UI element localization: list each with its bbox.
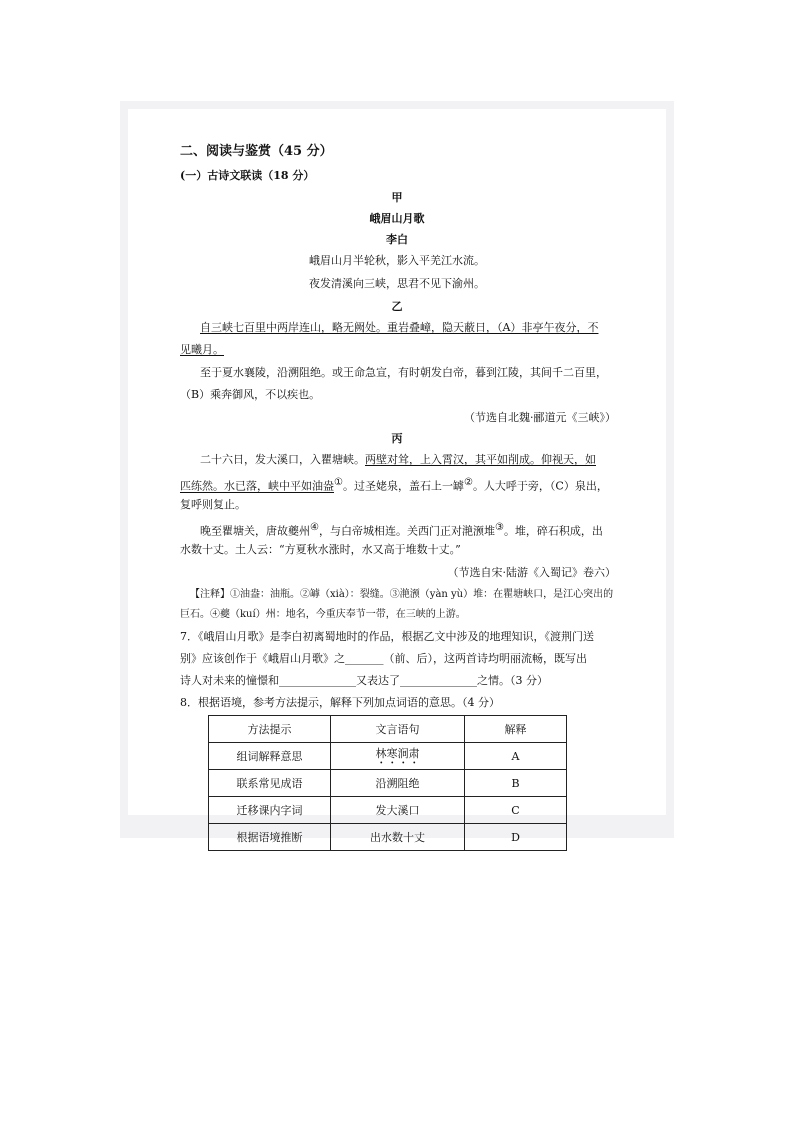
bing-paragraph-2-line-2: 水数十丈。土人云：“方夏秋水涨时，水又高于堆数十丈。”	[180, 543, 461, 556]
bing-paragraph-2-line-1	[200, 521, 603, 539]
footnote-marker: ④	[310, 522, 319, 533]
yi-paragraph-2-line-1: 至于夏水襄陵，沿溯阻绝。或王命急宣，有时朝发白帝，暮到江陵，其间千二百里，	[200, 366, 607, 379]
bing-underlined-text: 两壁对耸，上入霄汉，其平如削成。仰视天，如	[365, 453, 596, 466]
footnote-marker: ①	[334, 477, 343, 488]
bing-paragraph-1-line-2	[180, 476, 608, 494]
annotation-line-1: 【注释】①油盎：油瓶。②罅（xià）：裂缝。③滟滪（yàn yù）堆：在瞿塘峡口，是江心突出的	[190, 589, 614, 600]
footnote-marker: ③	[494, 522, 504, 533]
bing-source: （节选自宋·陆游《入蜀记》卷六）	[447, 566, 616, 579]
poem-author: 李白	[386, 233, 408, 246]
yi-label: 乙	[391, 300, 403, 313]
table-header-row	[209, 716, 567, 743]
method-cell: 迁移课内字词	[209, 797, 331, 824]
scanned-sheet	[120, 101, 674, 844]
question-7-line-2: 别》应该创作于《峨眉山月歌》之_______（前、后），这两首诗均明丽流畅，既写出	[180, 652, 587, 665]
annotation-line-2: 巨石。④夔（kuí）州：地名，今重庆奉节一带，在三峡的上游。	[180, 609, 466, 620]
section-title: 二、阅读与鉴赏（45 分）	[180, 144, 333, 159]
table-row	[209, 743, 567, 770]
question-8-line-1: 8．根据语境，参考方法提示，解释下列加点词语的意思。（4 分）	[180, 696, 500, 709]
subsection-title: (一）古诗文联读（18 分）	[180, 169, 315, 182]
bing-text: ，与白帝城相连。关西门正对滟滪堆	[318, 524, 495, 538]
method-cell: 组词解释意思	[209, 743, 331, 770]
bing-text: 。人大呼于旁，（C）泉出，	[472, 479, 608, 493]
answer-cell: C	[465, 797, 567, 824]
method-cell: 联系常见成语	[209, 770, 331, 797]
bing-text: 。过圣姥泉，盖石上一罅	[342, 479, 464, 493]
method-cell: 根据语境推断	[209, 824, 331, 851]
yi-paragraph-1-line-2: 见曦月。	[180, 343, 224, 356]
header-phrase: 文言语句	[331, 716, 465, 743]
table-row	[209, 797, 567, 824]
question-7-line-1: 7．《峨眉山月歌》是李白初离蜀地时的作品，根据乙文中涉及的地理知识，《渡荆门送	[180, 630, 594, 643]
exam-page	[128, 109, 666, 844]
poem-line-1: 峨眉山月半轮秋，影入平羌江水流。	[309, 254, 485, 267]
bing-underlined-text: 匹练然。水已落，峡中平如油盎	[180, 479, 334, 493]
phrase-cell: 沿溯阻绝	[331, 770, 465, 797]
bing-text: 二十六日，发大溪口，入瞿塘峡。	[200, 453, 365, 466]
phrase-cell: 发大溪口	[331, 797, 465, 824]
answer-cell: A	[465, 743, 567, 770]
yi-paragraph-2-line-2: （B）乘奔御风，不以疾也。	[180, 388, 321, 401]
yi-source: （节选自北魏·郦道元《三峡》）	[464, 411, 616, 424]
bing-paragraph-1-line-3: 复呼则复止。	[180, 498, 246, 511]
footnote-marker: ②	[463, 477, 473, 488]
phrase-cell: 出水数十丈	[331, 824, 465, 851]
header-method: 方法提示	[209, 716, 331, 743]
jia-label: 甲	[391, 191, 403, 204]
question-8-table	[208, 715, 567, 851]
bing-text: 晚至瞿塘关，唐故夔州	[200, 524, 310, 538]
phrase-cell: 林寒涧肃	[331, 743, 465, 770]
table-row	[209, 824, 567, 851]
table-row	[209, 770, 567, 797]
question-7-line-3: 诗人对未来的憧憬和______________又表达了______________之情。（3 分）	[180, 674, 548, 687]
answer-cell: B	[465, 770, 567, 797]
header-answer: 解释	[465, 716, 567, 743]
bing-text: 。堆，碎石积成，出	[503, 524, 603, 538]
poem-line-2: 夜发清溪向三峡，思君不见下渝州。	[309, 277, 485, 290]
yi-paragraph-1-line-1: 自三峡七百里中两岸连山，略无阙处。重岩叠嶂，隐天蔽日，（A）非亭午夜分，不	[200, 321, 599, 334]
poem-title: 峨眉山月歌	[369, 212, 425, 225]
bing-label: 丙	[391, 432, 403, 445]
bing-paragraph-1-line-1	[200, 453, 596, 467]
answer-cell: D	[465, 824, 567, 851]
